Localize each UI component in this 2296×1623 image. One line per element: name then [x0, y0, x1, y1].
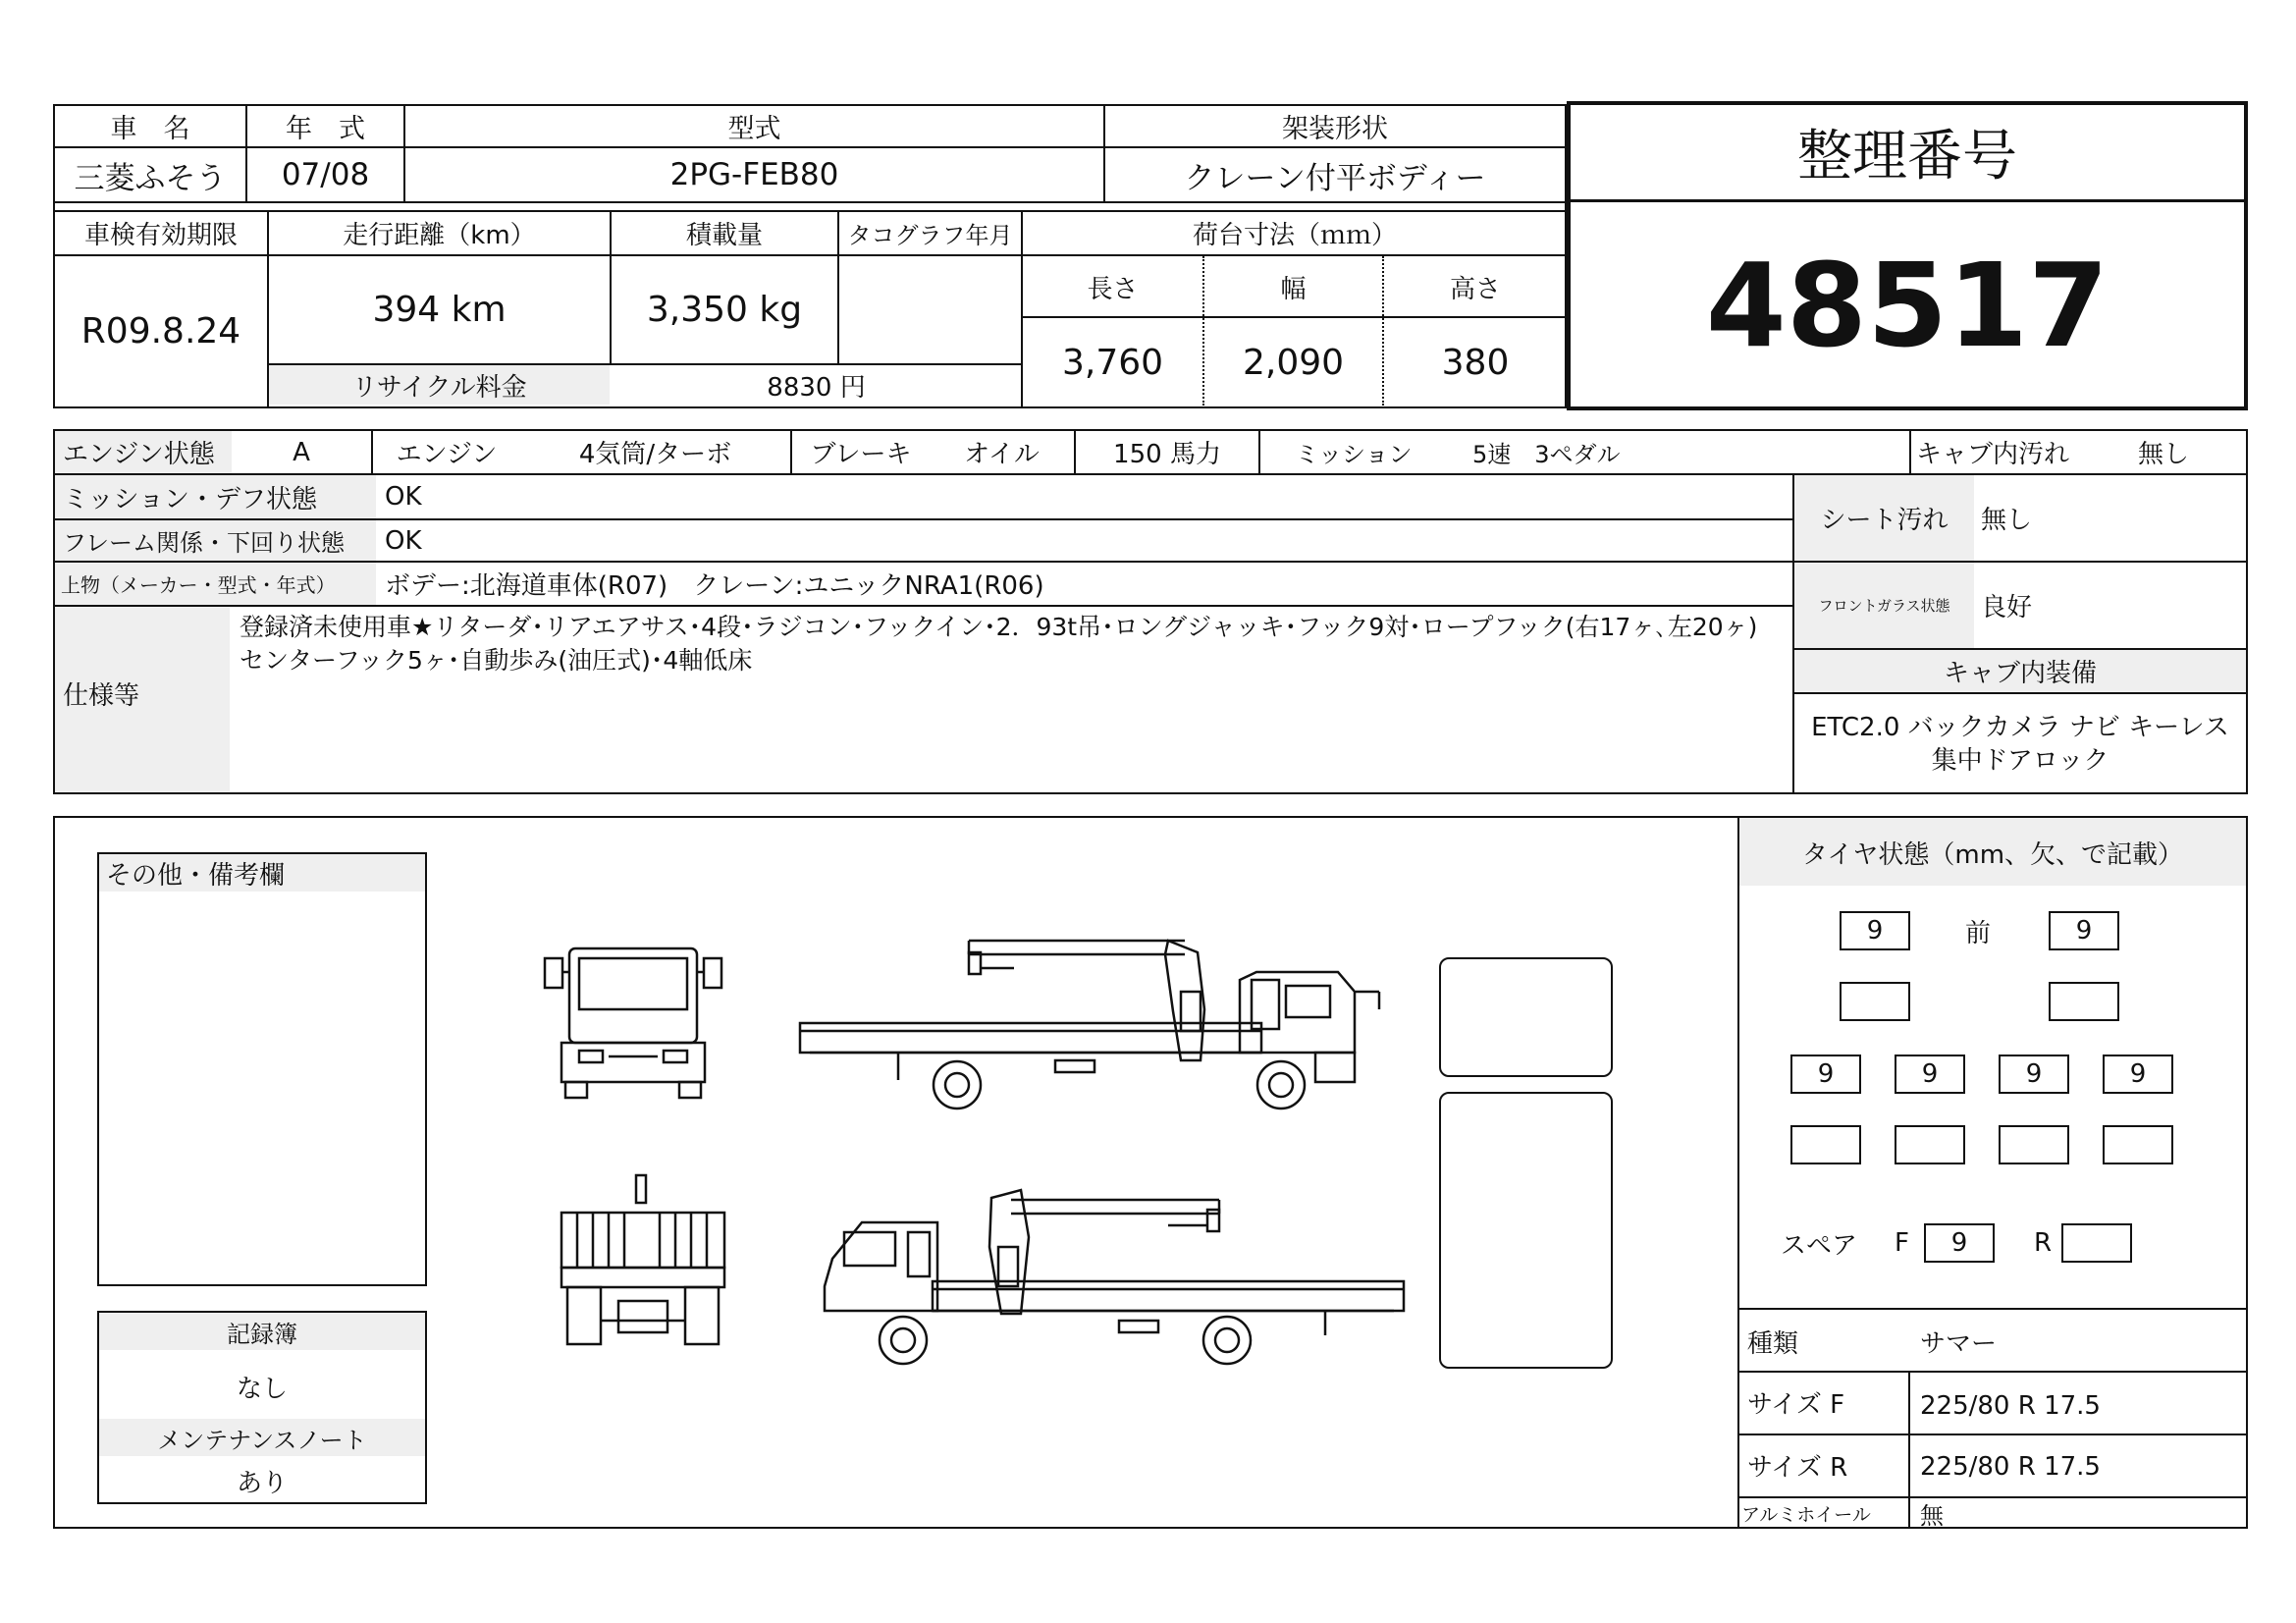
tire-spare-f: 9 [1924, 1223, 1995, 1263]
length-label: 長さ [1087, 274, 1139, 304]
mission-label: ミッション [1295, 441, 1413, 468]
model-value: 2PG-FEB80 [669, 157, 839, 192]
maintenance-label: メンテナンスノート [157, 1426, 367, 1454]
engine-value: 4気筒/ターボ [578, 440, 732, 469]
spare-f-label: F [1895, 1228, 1909, 1258]
tire-rear-4: 9 [2103, 1055, 2173, 1094]
brake-label: ブレーキ [810, 440, 912, 469]
windshield-value: 良好 [1981, 593, 2033, 622]
frame-label: フレーム関係・下回り状態 [63, 529, 346, 557]
cab-dirt-value: 無し [2138, 440, 2190, 469]
tire-front-left-note [1840, 982, 1910, 1021]
brake-value: オイル [964, 440, 1040, 469]
tire-rear-1-note [1790, 1125, 1861, 1164]
tire-size-r-value: 225/80 R 17.5 [1920, 1452, 2101, 1482]
length-value: 3,760 [1061, 342, 1164, 383]
cab-equipment-label: キャブ内装備 [1943, 659, 2097, 688]
height-label: 高さ [1449, 274, 1501, 304]
tire-size-f-label: サイズ F [1747, 1389, 1845, 1420]
tire-size-r-label: サイズ R [1747, 1452, 1848, 1483]
tire-title: タイヤ状態（mm、欠、で記載） [1801, 839, 2184, 870]
frame-value: OK [385, 525, 422, 556]
seat-dirt-value: 無し [1981, 506, 2033, 535]
record-book-value: なし [236, 1374, 288, 1404]
tachograph-label: タコグラフ年月 [847, 222, 1013, 249]
record-book-label: 記録簿 [227, 1320, 297, 1348]
horsepower-value: 150 馬力 [1113, 440, 1221, 469]
tire-front-left: 9 [1840, 911, 1910, 950]
maintenance-value: あり [236, 1468, 288, 1498]
recycle-label: リサイクル料金 [351, 372, 527, 403]
tire-front-right-note [2049, 982, 2119, 1021]
spare-label: スペア [1781, 1230, 1858, 1261]
spare-r-label: R [2034, 1228, 2053, 1258]
engine-state-label: エンジン状態 [63, 440, 215, 469]
inspection-label: 車検有効期限 [83, 221, 238, 250]
tire-rear-2: 9 [1895, 1055, 1965, 1094]
year-value: 07/08 [281, 157, 370, 192]
recycle-fee: 8830 円 [767, 372, 866, 403]
tire-rear-3: 9 [1999, 1055, 2069, 1094]
year-label: 年 式 [286, 113, 365, 144]
mileage-value: 394 km [372, 290, 507, 330]
ref-number-label: 整理番号 [1797, 125, 2017, 189]
width-label: 幅 [1280, 274, 1307, 304]
mission-value: 5速 3ペダル [1472, 441, 1621, 468]
alloy-value: 無 [1920, 1501, 1944, 1530]
tire-front-right: 9 [2049, 911, 2119, 950]
engine-label: エンジン [396, 440, 498, 469]
truck-side-view-left [800, 933, 1389, 1114]
upper-label: 上物（メーカー・型式・年式） [61, 573, 336, 597]
body-type-value: クレーン付平ボディー [1184, 160, 1486, 196]
height-value: 380 [1441, 342, 1510, 383]
vehicle-name: 三菱ふそう [74, 160, 227, 196]
mileage-label: 走行距離（km） [343, 221, 536, 250]
tire-rear-3-note [1999, 1125, 2069, 1164]
truck-rear-view [558, 1173, 729, 1355]
tire-rear-4-note [2103, 1125, 2173, 1164]
body-type-label: 架装形状 [1282, 113, 1388, 144]
mission-diff-label: ミッション・デフ状態 [63, 484, 317, 514]
spec-label: 仕様等 [63, 680, 140, 711]
tire-type-label: 種類 [1747, 1328, 1799, 1359]
width-value: 2,090 [1242, 342, 1345, 383]
tire-size-f-value: 225/80 R 17.5 [1920, 1391, 2101, 1421]
capacity-value: 3,350 kg [646, 290, 803, 330]
truck-front-view [540, 943, 726, 1100]
alloy-label: アルミホイール [1741, 1503, 1871, 1526]
truck-side-view-right [815, 1188, 1404, 1370]
remarks-label: その他・備考欄 [106, 860, 286, 891]
upper-value: ボデー:北海道車体(R07) クレーン:ユニックNRA1(R06) [385, 571, 1044, 601]
tire-rear-2-note [1895, 1125, 1965, 1164]
front-label: 前 [1964, 918, 1991, 948]
model-label: 型式 [727, 113, 781, 144]
vehicle-name-label: 車 名 [110, 113, 190, 144]
cab-equipment-value: ETC2.0 バックカメラ ナビ キーレス 集中ドアロック [1811, 713, 2229, 776]
engine-state-value: A [293, 437, 310, 467]
mission-diff-value: OK [385, 482, 422, 512]
tire-spare-r [2061, 1223, 2132, 1263]
tire-type-value: サマー [1920, 1328, 1998, 1359]
windshield-label: フロントガラス状態 [1818, 597, 1950, 615]
capacity-label: 積載量 [685, 221, 763, 250]
tire-rear-1: 9 [1790, 1055, 1861, 1094]
tachograph-value [839, 256, 1021, 363]
bed-dims-label: 荷台寸法（ｍｍ） [1192, 221, 1397, 250]
seat-dirt-label: シート汚れ [1820, 506, 1949, 535]
inspection-value: R09.8.24 [80, 311, 241, 352]
spec-value: 登録済未使用車★リターダ･リアエアサス･4段･ラジコン･フックイン･2．93t吊･ロングジャッキ･フック9対･ロープフック(右17ヶ､左20ヶ)センターフック5ヶ･自動歩み(油圧式)･4軸低床 [240, 613, 1758, 675]
cab-dirt-label: キャブ内汚れ [1916, 440, 2070, 469]
ref-number: 48517 [1705, 237, 2109, 373]
